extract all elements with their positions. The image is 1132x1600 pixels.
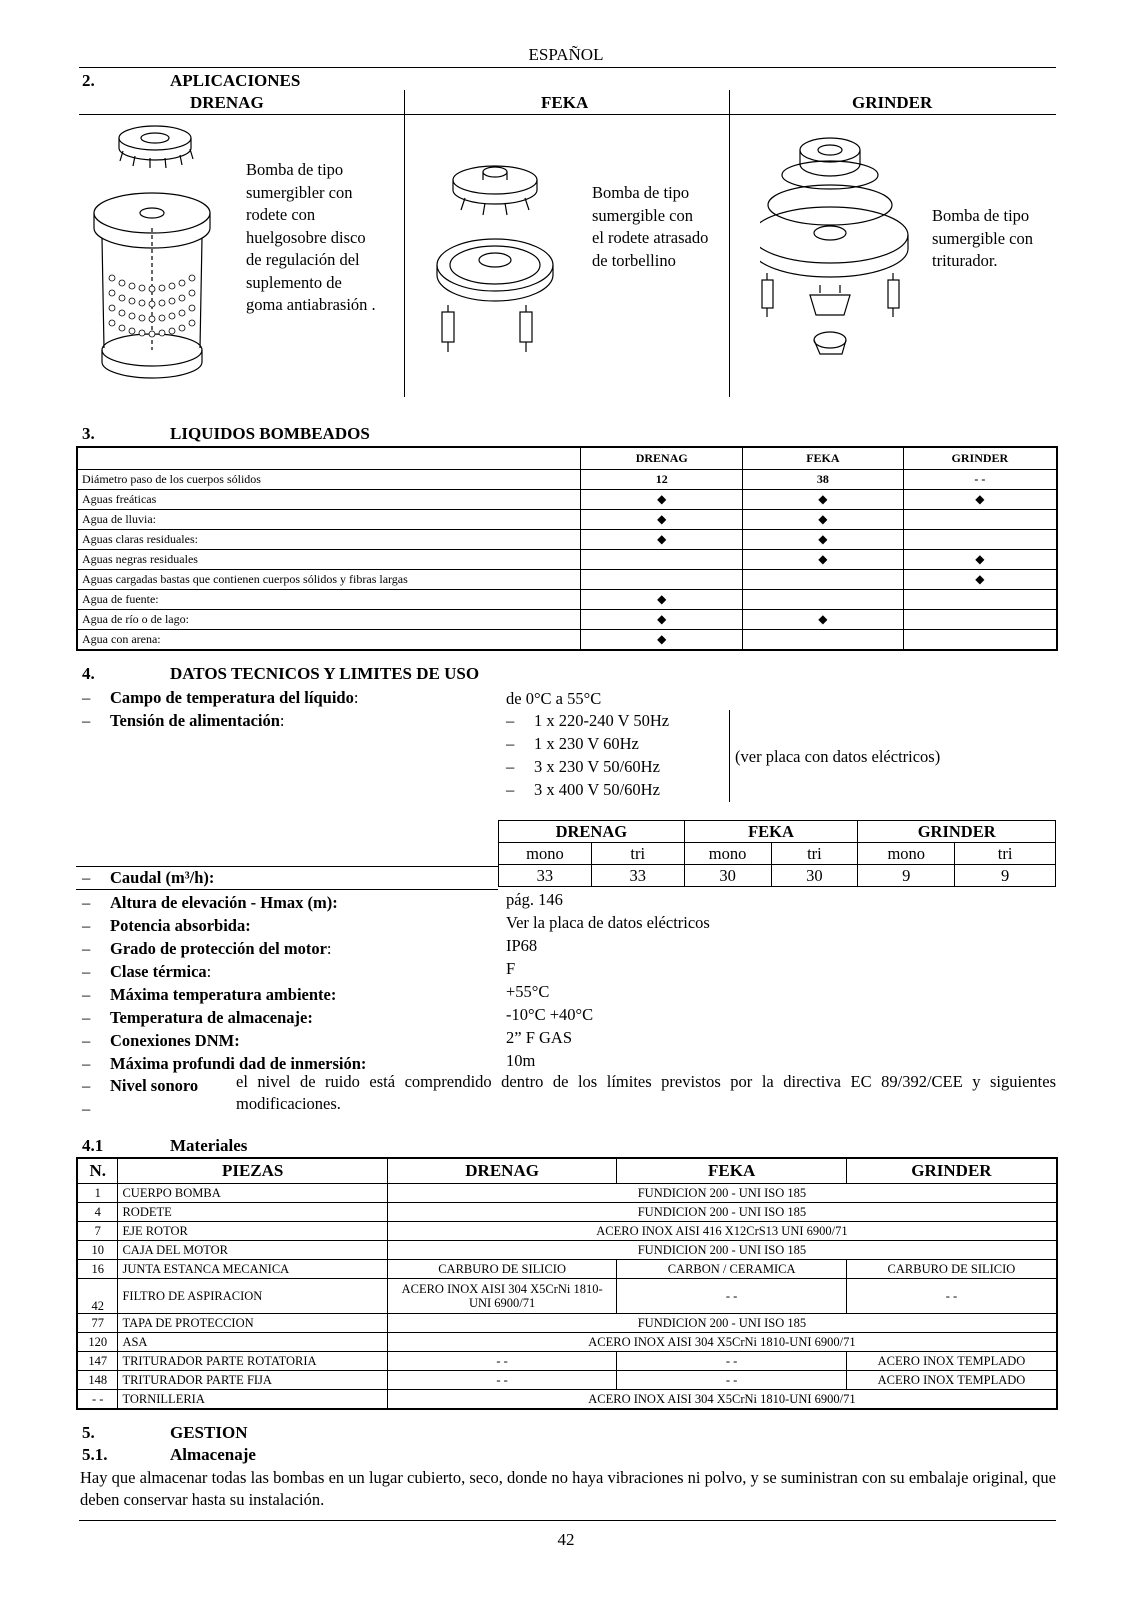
caudal-value: 33 xyxy=(499,865,592,887)
spec-value: pág. 146 xyxy=(506,890,563,909)
liquid-feka: ◆ xyxy=(743,550,904,570)
spec-value: Ver la placa de datos eléctricos xyxy=(506,913,710,932)
liquid-grinder xyxy=(903,530,1057,550)
spec-colon: : xyxy=(206,962,212,981)
spec-value: -10°C +40°C xyxy=(506,1005,594,1024)
caudal-value: 30 xyxy=(684,865,771,887)
mat-part: JUNTA ESTANCA MECANICA xyxy=(118,1260,387,1279)
mat-part: ASA xyxy=(118,1333,387,1352)
spec-item xyxy=(82,1029,366,1052)
bullet-dash: – xyxy=(506,711,515,730)
section-title: APLICACIONES xyxy=(170,71,301,90)
spec-value: +55°C xyxy=(506,982,550,1001)
desc-line: triturador. xyxy=(932,251,998,270)
spec-item xyxy=(82,1006,366,1029)
header-rule xyxy=(79,67,1056,68)
section-title: LIQUIDOS BOMBEADOS xyxy=(170,424,370,443)
grinder-pump-drawing xyxy=(760,125,930,365)
app-divider-2 xyxy=(729,90,730,397)
caudal-value: 33 xyxy=(591,865,684,887)
liquid-feka xyxy=(743,590,904,610)
liquid-label: Diámetro paso de los cuerpos sólidos xyxy=(77,470,581,490)
mat-header-feka: FEKA xyxy=(617,1158,847,1184)
drenag-pump-drawing xyxy=(90,118,240,390)
bullet-dash: – xyxy=(82,1031,91,1050)
table-row xyxy=(77,1203,1057,1222)
mat-feka: CARBON / CERAMICA xyxy=(617,1260,847,1279)
mat-drenag: CARBURO DE SILICIO xyxy=(387,1260,617,1279)
mat-drenag: - - xyxy=(387,1352,617,1371)
spec-item xyxy=(82,1074,198,1097)
liquid-label: Agua de fuente: xyxy=(77,590,581,610)
table-row xyxy=(77,1390,1057,1410)
app-col-drenag: DRENAG xyxy=(190,93,264,112)
perf-model-drenag: DRENAG xyxy=(499,821,685,843)
liquid-drenag: ◆ xyxy=(581,630,743,651)
spec-label: Caudal (m³/h): xyxy=(110,868,215,887)
bullet-dash: – xyxy=(82,1054,91,1073)
table-row xyxy=(77,1241,1057,1260)
liquid-grinder: ◆ xyxy=(903,570,1057,590)
bullet-dash: – xyxy=(82,916,91,935)
mat-header-grinder: GRINDER xyxy=(846,1158,1057,1184)
table-row xyxy=(77,1352,1057,1371)
mat-n: 120 xyxy=(77,1333,118,1352)
bullet-dash: – xyxy=(82,1008,91,1027)
perf-sub-header: mono xyxy=(684,843,771,865)
table-row xyxy=(77,530,1057,550)
mat-all: FUNDICION 200 - UNI ISO 185 xyxy=(387,1184,1057,1203)
table-row xyxy=(77,510,1057,530)
desc-line: rodete con xyxy=(246,205,316,224)
bullet-dash: – xyxy=(506,757,515,776)
perf-sub-header: tri xyxy=(955,843,1056,865)
liquid-grinder xyxy=(903,590,1057,610)
mat-part: TRITURADOR PARTE FIJA xyxy=(118,1371,387,1390)
mat-drenag: ACERO INOX AISI 304 X5CrNi 1810-UNI 6900/71 xyxy=(387,1279,617,1314)
spec-item xyxy=(82,983,366,1006)
footer-rule xyxy=(79,1520,1056,1521)
bullet-dash: – xyxy=(82,939,91,958)
performance-table xyxy=(498,820,1056,887)
liquid-drenag xyxy=(581,570,743,590)
mat-all: ACERO INOX AISI 304 X5CrNi 1810-UNI 6900/71 xyxy=(387,1333,1057,1352)
desc-line: suplemento de xyxy=(246,272,342,292)
perf-sub-header: mono xyxy=(858,843,955,865)
spec-label: Máxima profundi dad de inmersión: xyxy=(110,1054,367,1073)
mat-n: 4 xyxy=(77,1203,118,1222)
perf-sub-header: mono xyxy=(499,843,592,865)
page-number: 42 xyxy=(557,1530,575,1549)
liquid-label: Agua de río o de lago: xyxy=(77,610,581,630)
mat-feka: - - xyxy=(617,1352,847,1371)
mat-n: 1 xyxy=(77,1184,118,1203)
table-row xyxy=(77,1279,1057,1314)
table-row xyxy=(77,1371,1057,1390)
table-row xyxy=(77,1184,1057,1203)
mat-n: - - xyxy=(77,1390,118,1410)
liquid-drenag: ◆ xyxy=(581,510,743,530)
materials-header-row xyxy=(77,1158,1057,1184)
desc-line: el rodete atrasado xyxy=(592,228,709,247)
table-row xyxy=(77,1260,1057,1279)
liquid-grinder xyxy=(903,610,1057,630)
voltage-note: (ver placa con datos eléctricos) xyxy=(735,747,941,766)
mat-header-parts: PIEZAS xyxy=(118,1158,387,1184)
desc-line: sumergible con xyxy=(592,205,693,225)
voltage-item xyxy=(506,732,669,755)
liquid-grinder: ◆ xyxy=(903,490,1057,510)
spec-label: Conexiones DNM: xyxy=(110,1031,240,1050)
liquids-header-feka: FEKA xyxy=(743,447,904,470)
section-number: 4.1 xyxy=(82,1136,104,1155)
liquid-drenag: ◆ xyxy=(581,490,743,510)
voltage-item xyxy=(506,755,669,778)
mat-header-n: N. xyxy=(77,1158,118,1184)
spec-colon: : xyxy=(326,939,332,958)
section-number: 5. xyxy=(82,1423,95,1442)
liquid-label: Aguas cargadas bastas que contienen cuerpos sólidos y fibras largas xyxy=(77,570,581,590)
section-number: 2. xyxy=(82,71,95,90)
mat-n: 42 xyxy=(77,1279,118,1314)
desc-line: Bomba de tipo xyxy=(592,183,690,202)
spec-label: Altura de elevación - Hmax (m): xyxy=(110,893,338,912)
desc-line: Bomba de tipo xyxy=(246,160,344,179)
mat-part: CAJA DEL MOTOR xyxy=(118,1241,387,1260)
spec-list xyxy=(82,891,366,1075)
liquid-label: Agua con arena: xyxy=(77,630,581,651)
mat-all: FUNDICION 200 - UNI ISO 185 xyxy=(387,1314,1057,1333)
spec-label: Campo de temperatura del líquido xyxy=(110,688,354,707)
mat-grinder: ACERO INOX TEMPLADO xyxy=(846,1371,1057,1390)
noise-label xyxy=(82,1074,198,1120)
mat-part: FILTRO DE ASPIRACION xyxy=(118,1279,387,1314)
mat-n: 10 xyxy=(77,1241,118,1260)
caudal-label xyxy=(82,866,214,889)
spec-item xyxy=(82,937,366,960)
voltage-label xyxy=(82,709,285,732)
spec-value: 2” F GAS xyxy=(506,1028,573,1047)
liquids-header-drenag: DRENAG xyxy=(581,447,743,470)
section-number: 4. xyxy=(82,664,95,683)
spec-label: Nivel sonoro xyxy=(110,1076,199,1095)
desc-line: Bomba de tipo xyxy=(932,206,1030,225)
bullet-dash: – xyxy=(82,1076,91,1095)
perf-sub-header: tri xyxy=(771,843,858,865)
desc-line: de regulación del xyxy=(246,250,360,269)
mat-part: TORNILLERIA xyxy=(118,1390,387,1410)
section-2-heading xyxy=(82,71,300,91)
bullet-dash: – xyxy=(82,893,91,912)
spec-colon: : xyxy=(353,688,359,707)
perf-sub-header: tri xyxy=(591,843,684,865)
bullet-dash: – xyxy=(82,985,91,1004)
table-row xyxy=(77,1314,1057,1333)
bullet-dash: – xyxy=(506,780,515,799)
noise-text: el nivel de ruido está comprendido dentro de los límites previstos por la directiva EC 89/392/CEE y siguientes modificaciones. xyxy=(236,1072,1056,1113)
liquid-feka xyxy=(743,630,904,651)
grinder-description xyxy=(932,205,1033,273)
liquid-feka: 38 xyxy=(743,470,904,490)
perf-model-grinder: GRINDER xyxy=(858,821,1056,843)
mat-part: CUERPO BOMBA xyxy=(118,1184,387,1203)
spec-item xyxy=(82,891,366,914)
feka-pump-drawing xyxy=(430,150,580,370)
section-title: DATOS TECNICOS Y LIMITES DE USO xyxy=(170,664,480,683)
liquid-label: Aguas claras residuales: xyxy=(77,530,581,550)
app-col-feka: FEKA xyxy=(541,93,589,112)
voltage-item xyxy=(506,709,669,732)
table-row xyxy=(77,590,1057,610)
mat-all: ACERO INOX AISI 304 X5CrNi 1810-UNI 6900/71 xyxy=(387,1390,1057,1410)
mat-grinder: ACERO INOX TEMPLADO xyxy=(846,1352,1057,1371)
mat-header-drenag: DRENAG xyxy=(387,1158,617,1184)
voltage-value: 1 x 230 V 60Hz xyxy=(534,734,639,753)
mat-n: 147 xyxy=(77,1352,118,1371)
desc-line: sumergible con xyxy=(932,228,1033,248)
liquid-grinder: - - xyxy=(903,470,1057,490)
liquid-grinder xyxy=(903,510,1057,530)
spec-label: Clase térmica xyxy=(110,962,207,981)
section-3-heading xyxy=(82,424,370,444)
mat-grinder: - - xyxy=(846,1279,1057,1314)
desc-line: sumergibler con xyxy=(246,182,353,202)
mat-feka: - - xyxy=(617,1371,847,1390)
section-title: GESTION xyxy=(170,1423,248,1442)
mat-grinder: CARBURO DE SILICIO xyxy=(846,1260,1057,1279)
mat-n: 7 xyxy=(77,1222,118,1241)
table-row xyxy=(77,490,1057,510)
table-row xyxy=(77,1333,1057,1352)
liquid-label: Aguas freáticas xyxy=(77,490,581,510)
liquid-feka: ◆ xyxy=(743,490,904,510)
bullet-dash: – xyxy=(82,868,91,887)
spec-values xyxy=(506,888,710,1072)
spec-item xyxy=(82,960,366,983)
perf-caudal-row xyxy=(499,865,1056,887)
liquids-header-empty xyxy=(77,447,581,470)
liquid-drenag: 12 xyxy=(581,470,743,490)
bullet-dash: – xyxy=(82,711,91,730)
spec-value: 10m xyxy=(506,1051,536,1070)
perf-model-row xyxy=(499,821,1056,843)
spec-value: IP68 xyxy=(506,936,538,955)
mat-feka: - - xyxy=(617,1279,847,1314)
spec-label: Tensión de alimentación xyxy=(110,711,280,730)
voltage-item xyxy=(506,778,669,801)
caudal-value: 9 xyxy=(955,865,1056,887)
mat-part: TRITURADOR PARTE ROTATORIA xyxy=(118,1352,387,1371)
mat-part: RODETE xyxy=(118,1203,387,1222)
liquid-feka xyxy=(743,570,904,590)
spec-item xyxy=(82,1097,198,1120)
section-title: Almacenaje xyxy=(170,1445,256,1464)
section-5-1-heading xyxy=(82,1445,256,1465)
voltage-value: 3 x 230 V 50/60Hz xyxy=(534,757,660,776)
desc-line: huelgosobre disco xyxy=(246,227,366,247)
mat-part: EJE ROTOR xyxy=(118,1222,387,1241)
liquid-drenag: ◆ xyxy=(581,590,743,610)
section-number: 3. xyxy=(82,424,95,443)
liquid-drenag: ◆ xyxy=(581,610,743,630)
spec-value: F xyxy=(506,959,516,978)
mat-all: FUNDICION 200 - UNI ISO 185 xyxy=(387,1241,1057,1260)
mat-n: 77 xyxy=(77,1314,118,1333)
mat-n: 16 xyxy=(77,1260,118,1279)
temp-range-label xyxy=(82,686,358,709)
mat-all: ACERO INOX AISI 416 X12CrS13 UNI 6900/71 xyxy=(387,1222,1057,1241)
voltage-value: 3 x 400 V 50/60Hz xyxy=(534,780,660,799)
table-row xyxy=(77,550,1057,570)
mat-all: FUNDICION 200 - UNI ISO 185 xyxy=(387,1203,1057,1222)
liquids-table xyxy=(76,446,1058,651)
section-4-1-heading xyxy=(82,1136,247,1156)
spec-label: Potencia absorbida: xyxy=(110,916,251,935)
table-row xyxy=(77,470,1057,490)
liquid-label: Agua de lluvia: xyxy=(77,510,581,530)
voltage-bracket xyxy=(729,710,730,802)
section-5-heading xyxy=(82,1423,247,1443)
spec-colon: : xyxy=(279,711,285,730)
bullet-dash: – xyxy=(82,962,91,981)
liquid-drenag: ◆ xyxy=(581,530,743,550)
spec-label: Temperatura de almacenaje: xyxy=(110,1008,313,1027)
materials-table xyxy=(76,1157,1058,1410)
app-col-grinder: GRINDER xyxy=(852,93,933,112)
app-header-rule xyxy=(79,114,1056,115)
voltage-value: 1 x 220-240 V 50Hz xyxy=(534,711,670,730)
feka-description xyxy=(592,182,708,272)
spec-item xyxy=(82,914,366,937)
perf-sub-row xyxy=(499,843,1056,865)
mat-part: TAPA DE PROTECCION xyxy=(118,1314,387,1333)
temp-range-value: de 0°C a 55°C xyxy=(506,689,602,708)
mat-n: 148 xyxy=(77,1371,118,1390)
desc-line: goma antiabrasión . xyxy=(246,295,376,314)
table-row xyxy=(77,610,1057,630)
bullet-dash: – xyxy=(82,688,91,707)
mat-drenag: - - xyxy=(387,1371,617,1390)
liquids-header-row xyxy=(77,447,1057,470)
liquids-header-grinder: GRINDER xyxy=(903,447,1057,470)
storage-paragraph: Hay que almacenar todas las bombas en un lugar cubierto, seco, donde no haya vibraciones ni polvo, y se suministran con su embalaje original, que deben conservar hasta su instalación. xyxy=(80,1468,1056,1509)
section-4-heading xyxy=(82,664,479,684)
caudal-value: 30 xyxy=(771,865,858,887)
app-divider-1 xyxy=(404,90,405,397)
desc-line: de torbellino xyxy=(592,250,676,270)
section-title: Materiales xyxy=(170,1136,248,1155)
bullet-dash: – xyxy=(82,1099,91,1118)
table-row xyxy=(77,1222,1057,1241)
voltage-list xyxy=(506,709,669,801)
spec-label: Grado de protección del motor xyxy=(110,939,327,958)
liquid-feka: ◆ xyxy=(743,610,904,630)
section-number: 5.1. xyxy=(82,1445,108,1464)
liquid-feka: ◆ xyxy=(743,510,904,530)
liquid-grinder: ◆ xyxy=(903,550,1057,570)
liquid-feka: ◆ xyxy=(743,530,904,550)
page-language-header: ESPAÑOL xyxy=(528,45,604,64)
drenag-description xyxy=(246,159,376,317)
liquid-drenag xyxy=(581,550,743,570)
spec-label: Máxima temperatura ambiente: xyxy=(110,985,337,1004)
liquid-label: Aguas negras residuales xyxy=(77,550,581,570)
table-row xyxy=(77,630,1057,651)
perf-model-feka: FEKA xyxy=(684,821,858,843)
bullet-dash: – xyxy=(506,734,515,753)
liquid-grinder xyxy=(903,630,1057,651)
table-row xyxy=(77,570,1057,590)
caudal-value: 9 xyxy=(858,865,955,887)
